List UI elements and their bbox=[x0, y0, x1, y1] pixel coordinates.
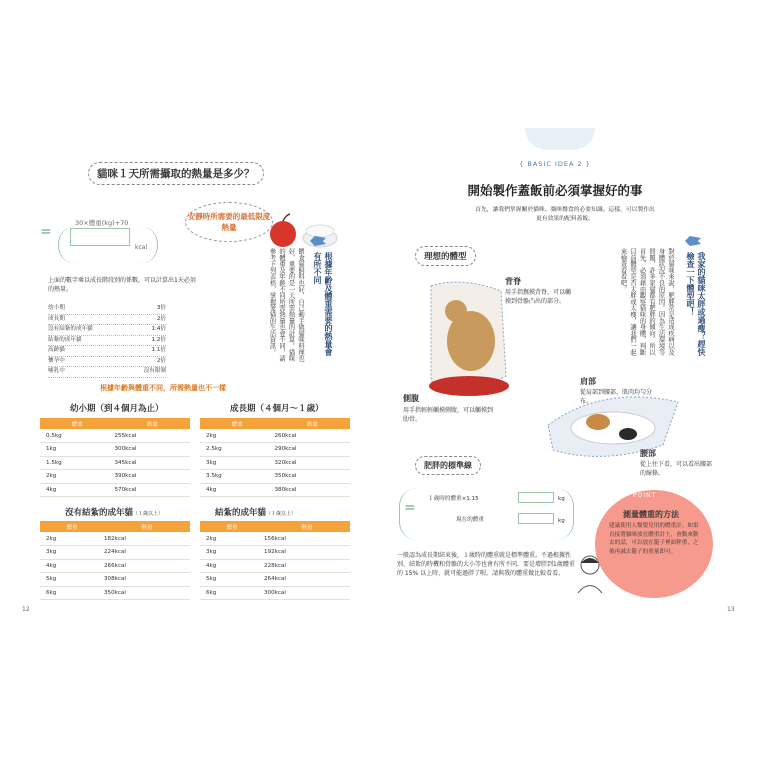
formula-box bbox=[40, 218, 185, 270]
fat-formula-box bbox=[399, 488, 574, 540]
table-row: 3kg 320kcal bbox=[200, 456, 350, 470]
left-page-number: 12 bbox=[22, 606, 30, 613]
table-row: 4kg 228kcal bbox=[200, 559, 350, 573]
growth-table: 體重 熱量 2kg 260kcal 2.5kg 290kcal 3kg 320kcal 3.5kg 350kcal 4kg 380kcal bbox=[200, 418, 350, 497]
table-row: 2kg 182kcal bbox=[40, 532, 190, 546]
growth-table-title: 成長期（４個月～１歲） bbox=[230, 404, 324, 414]
fish-icon bbox=[685, 236, 701, 246]
left-vertical-heading: 根據年齡及體重需要的熱量會有所不同 bbox=[313, 252, 333, 356]
fat-text: 一般認為成長期結束後，１歲時的體重就是標準體重。不過根據性別、結紮的時機和骨骼的大小等也會有所不同，要是增胖到1歲體重的 15% 以上時，就可能過胖了喔。請與我的體重做比較看看。 bbox=[397, 552, 575, 577]
ideal-shape-label: 理想的體型 bbox=[415, 246, 476, 266]
left-vertical-text: 餵食貓飼料也好，自己動手做貓咪料理也好，重要的是一天所需熱量的計算。貓咪的體重及年齡不同所需熱量也會不同，請參考下列表格，掌握愛貓的生活資訊。 bbox=[268, 248, 304, 362]
waist-text: 從上往下看，可以看出腰部的線條。 bbox=[640, 461, 713, 477]
table-row: 2kg 390kcal bbox=[40, 470, 190, 484]
table-row: 2.5kg 290kcal bbox=[200, 443, 350, 457]
table-row: 3kg 224kcal bbox=[40, 546, 190, 560]
equals-sign: = bbox=[404, 500, 416, 516]
coef-row: 哺乳中 沒有限制 bbox=[48, 367, 166, 378]
fat-input-2 bbox=[518, 513, 554, 524]
min-calorie-bubble: 安靜時所需要的最低限度熱量 bbox=[185, 202, 273, 242]
table-row: 4kg 266kcal bbox=[40, 559, 190, 573]
table-row: 2kg 156kcal bbox=[200, 532, 350, 546]
right-page bbox=[395, 128, 715, 618]
left-page-title: 貓咪１天所需攝取的熱量是多少？ bbox=[88, 162, 264, 185]
table-row: 3.5kg 350kcal bbox=[200, 470, 350, 484]
right-vertical-text: 對於貓咪來說，肥胖常是造成疾病以及身體狀況不良的原因。因為生活環境等問題，許多家貓都有肥胖的傾向。所以首先，必須藉由觀察貓咪的身體，判斷目前體型是否太胖或太瘦，讓我們一起來檢查看看吧。 bbox=[619, 248, 674, 356]
coef-intro: 上面的數字乘以成長階段別的係數，可以計算出1天必須的熱量。 bbox=[48, 277, 196, 293]
fat-row1: １歲時的體重×1.15 bbox=[428, 496, 479, 502]
shoulder-text: 從肩部到腰部，肌肉均勻分布。 bbox=[580, 389, 653, 405]
coef-list bbox=[48, 304, 166, 378]
table-row: 5kg 264kcal bbox=[200, 573, 350, 587]
formula-unit: kcal bbox=[135, 244, 148, 251]
top-decoration bbox=[525, 128, 595, 150]
left-page bbox=[40, 128, 360, 618]
table-row: 4kg 570kcal bbox=[40, 483, 190, 497]
shoulder-label: 肩部 bbox=[580, 376, 596, 386]
standing-cat-photo bbox=[421, 276, 511, 401]
coef-row: 結紮的成年貓 1.2倍 bbox=[48, 336, 166, 347]
coef-row: 幼小期 3倍 bbox=[48, 304, 166, 315]
right-vertical-heading: 我家的貓咪太胖或過瘦？趕快檢查一下體型吧！ bbox=[686, 252, 706, 356]
table-row: 3kg 192kcal bbox=[200, 546, 350, 560]
table-row: 1.5kg 345kcal bbox=[40, 456, 190, 470]
basic-idea-kicker: { BASIC IDEA 2 } bbox=[519, 160, 591, 168]
coef-row: 高齡貓 1.1倍 bbox=[48, 346, 166, 357]
waist-label: 腰部 bbox=[640, 448, 656, 458]
fat-input-1 bbox=[518, 492, 554, 503]
coef-row: 成長期 2倍 bbox=[48, 315, 166, 326]
unneutered-table: 體重 熱量 2kg 182kcal 3kg 224kcal 4kg 266kcal 5kg 308kcal 6kg 350kcal bbox=[40, 521, 190, 600]
right-page-number: 13 bbox=[727, 606, 735, 613]
unneutered-table-title: 沒有結紮的成年貓（１歲以上） bbox=[65, 508, 164, 518]
neutered-table-title: 結紮的成年貓（１歲以上） bbox=[215, 508, 297, 518]
equals-sign: = bbox=[40, 224, 52, 240]
fat-line-label: 肥胖的標準線 bbox=[415, 456, 481, 475]
back-text: 用手指撫摸背脊，可以觸摸到骨骼凸出的部分。 bbox=[505, 289, 572, 305]
right-intro: 首先，讓我們掌握關於貓咪、貓咪餐食的必要知識。這樣，可以製作出更有效果的配料蓋飯。 bbox=[475, 207, 655, 222]
formula-text: 30×體重(kg)+70 bbox=[75, 219, 129, 227]
table-row: 4kg 380kcal bbox=[200, 483, 350, 497]
table-row: 2kg 260kcal bbox=[200, 429, 350, 443]
measure-title: 測量體重的方法 bbox=[623, 510, 679, 519]
kitten-table-title: 幼小期（到４個月為止） bbox=[70, 404, 164, 414]
back-label: 背脊 bbox=[505, 276, 521, 286]
coef-row: 沒有結紮的成年貓 1.4倍 bbox=[48, 325, 166, 336]
kg-unit-1: kg bbox=[558, 496, 565, 502]
table-row: 6kg 300kcal bbox=[200, 586, 350, 600]
coef-row: 懷孕中 2倍 bbox=[48, 357, 166, 368]
measure-text: 建議使用人類嬰兒用的體重計。如果直接將貓咪放在體重計上，會動來動去的話，可以放在籠子裡面秤重，之後再減去籠子的重量即可。 bbox=[609, 523, 699, 555]
table-row: 5kg 308kcal bbox=[40, 573, 190, 587]
table-row: 6kg 350kcal bbox=[40, 586, 190, 600]
neutered-table: 體重 熱量 2kg 156kcal 3kg 192kcal 4kg 228kcal 5kg 264kcal 6kg 300kcal bbox=[200, 521, 350, 600]
formula-bracket bbox=[58, 226, 158, 264]
kitten-table: 體重 熱量 0.5kg 255kcal 1kg 300kcal 1.5kg 345kcal 2kg 390kcal 4kg 570kcal bbox=[40, 418, 190, 497]
table-row: 0.5kg 255kcal bbox=[40, 429, 190, 443]
fat-row2: 現在的體重 bbox=[456, 517, 484, 523]
side-label: 側腹 bbox=[403, 393, 419, 403]
kg-unit-2: kg bbox=[558, 518, 565, 524]
point-label: POINT bbox=[633, 492, 657, 499]
right-page-title: 開始製作蓋飯前必須掌握好的事 bbox=[467, 183, 643, 198]
table-row: 1kg 300kcal bbox=[40, 443, 190, 457]
lying-cat-photo bbox=[543, 390, 683, 460]
side-text: 用手指輕輕觸摸側腹，可以觸摸到肋骨。 bbox=[403, 407, 494, 423]
tables-title: 根據年齡與體重不同，所需熱量也不一樣 bbox=[100, 384, 226, 392]
